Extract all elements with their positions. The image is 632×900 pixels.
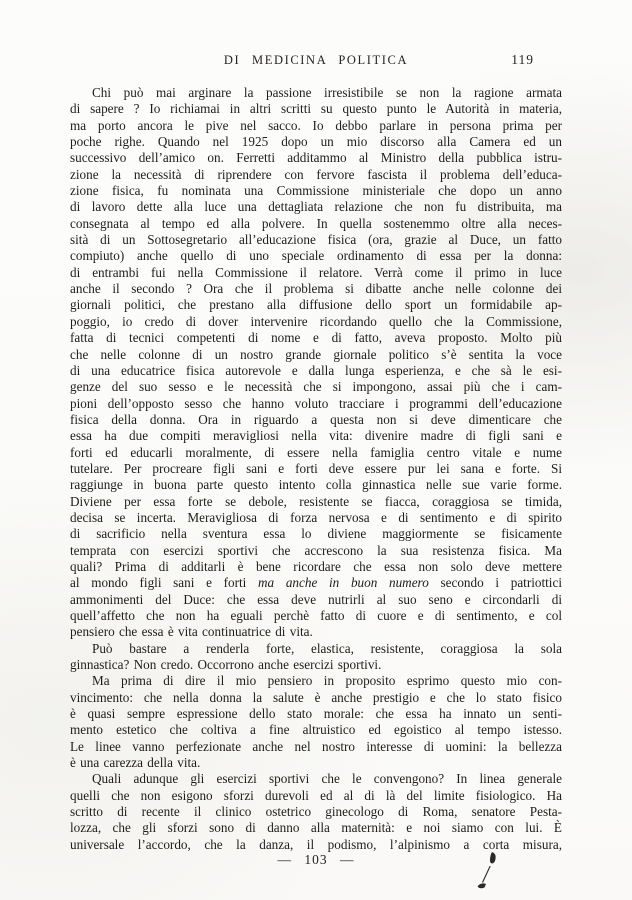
text-segment: che nelle colonne di un nostro grande giornale politico s’è sentita la voce: [70, 346, 562, 362]
text-segment: temprata con esercizi sportivi che accrescono la sua resistenza fisica. Ma: [70, 542, 562, 558]
text-line: [70, 461, 562, 477]
text-line: [70, 314, 562, 330]
text-line: [70, 477, 562, 493]
text-line: [70, 755, 562, 771]
text-segment: è una carezza della vita.: [70, 755, 201, 771]
text-segment: vincimento: che nella donna la salute è anche prestigio e che lo stato fisico: [70, 689, 562, 705]
text-segment: Ma prima di dire il mio pensiero in proposito esprimo questo mio con-: [92, 673, 562, 689]
text-line: [70, 657, 562, 673]
text-segment: al mondo figli sani e forti: [70, 575, 259, 591]
text-line: [70, 199, 562, 215]
page-number: 119: [511, 52, 534, 67]
text-line: [70, 706, 562, 722]
text-line: [70, 85, 562, 101]
text-segment: è quasi sempre espressione dello stato morale: che essa ha innato un senti-: [70, 706, 562, 722]
text-line: [70, 232, 562, 248]
text-line: [70, 281, 562, 297]
text-segment: decisa se incerta. Meravigliosa di forza nervosa e di sentimento e di spirito: [70, 509, 562, 525]
text-line: [70, 216, 562, 232]
text-segment: anche il secondo ? Ora che il problema si dibatte anche nelle colonne dei: [70, 281, 562, 297]
text-line: [70, 445, 562, 461]
text-segment: ginnastica? Non credo. Occorrono anche esercizi sportivi.: [70, 657, 382, 673]
text-segment: raggiunge in buona parte questo intento colla ginnastica nelle sue varie forme.: [70, 477, 562, 493]
text-segment: poggio, io credo di dover intervenire ricordando quello che la Commissione,: [70, 313, 562, 329]
text-segment: Può bastare a renderla forte, elastica, resistente, coraggiosa la sola: [92, 640, 562, 656]
text-line: [70, 428, 562, 444]
text-segment: compiuto) anche quello di uno speciale ordinamento di essa per la donna:: [70, 248, 562, 264]
text-line: [70, 820, 562, 836]
text-segment: consegnata al tempo ed alla polvere. In quella sostenemmo oltre alla neces-: [70, 215, 562, 231]
paragraph: [70, 771, 562, 853]
text-segment: di sapere ? Io richiamai in altri scritti su questo punto le Autorità in materia,: [70, 101, 562, 117]
text-segment: lozza, che gli sforzi sono di danno alla maternità: e noi siamo con lui. È: [70, 820, 562, 836]
text-line: [70, 739, 562, 755]
text-segment: di sacrificio nella sventura essa lo diviene maggiormente se fisicamente: [70, 526, 562, 542]
text-segment: di lavoro dette alla luce una dettagliata relazione che non fu distribuita, ma: [70, 199, 562, 215]
text-segment: di entrambi fui nella Commissione il relatore. Verrà come il primo in luce: [70, 264, 562, 280]
text-line: [70, 265, 562, 281]
text-line: [70, 347, 562, 363]
text-line: [70, 297, 562, 313]
text-segment: quell’affetto che non ha eguali perchè fatto di cuore e di sentimento, e col: [70, 608, 562, 623]
text-segment: Le linee vanno perfezionate anche nel nostro interesse di uomini: la bellezza: [70, 738, 562, 754]
running-head-title: DI MEDICINA POLITICA: [223, 53, 409, 67]
text-segment: zione fisica, fu nominata una Commissione ministeriale che dopo un anno: [70, 183, 562, 199]
text-segment: universale l’accordo, che la danza, il podismo, l’alpinismo a corta misura,: [70, 836, 562, 852]
text-line: [70, 379, 562, 395]
text-line: [70, 330, 562, 346]
text-segment: ammonimenti del Duce: che essa deve nutrirli al suo seno e circondarli di: [70, 591, 562, 607]
text-segment: pensiero che essa è vita continuatrice di vita.: [70, 624, 313, 640]
text-segment: poche righe. Quando nel 1925 dopo un mio discorso alla Camera ed un: [70, 134, 562, 150]
text-line: [70, 494, 562, 510]
text-line: [70, 248, 562, 264]
text-segment: essa ha due compiti meravigliosi nella vita: divenire madre di figli sani e: [70, 428, 562, 444]
text-line: [70, 641, 562, 657]
text-segment: tutelare. Per procreare figli sani e forti deve essere pur lei sana e forte. Si: [70, 460, 562, 476]
text-line: [70, 101, 562, 117]
text-segment: genze del suo sesso e le necessità che si impongono, assai più che i cam-: [70, 379, 562, 395]
text-line: [70, 543, 562, 559]
text-segment: Diviene per essa forte se debole, resistente se fiacca, coraggiosa se timida,: [70, 493, 562, 509]
text-line: [70, 804, 562, 820]
text-segment: giornali politici, che prestano alla diffusione dello sport un formidabile ap-: [70, 297, 562, 313]
text-segment: mento estetico che coltiva a fine altruistico ed egoistico al tempo istesso.: [70, 722, 562, 738]
paragraph: [70, 641, 562, 674]
text-line: [70, 150, 562, 166]
text-segment: secondo i patriottici: [428, 575, 562, 591]
text-line: [70, 592, 562, 608]
text-line: [70, 690, 562, 706]
text-line: [70, 510, 562, 526]
italic-text-segment: ma anche in buon numero: [258, 575, 429, 591]
text-segment: fatta di tecnici competenti di nome e di fatto, aveva proposto. Molto più: [70, 330, 562, 346]
text-segment: fisica della donna. Ora in riguardo a questa non si deve dimenticare che: [70, 411, 562, 427]
text-line: [70, 559, 562, 575]
text-line: [70, 608, 562, 624]
text-segment: pioni dell’opposto sesso che hanno voluto tracciare i programmi dell’educazione: [70, 395, 562, 411]
text-segment: scritto di recente il clinico ostetrico ginecologo di Roma, senatore Pesta-: [70, 804, 562, 820]
text-segment: quali? Prima di additarli è bene ricordare che essa non solo deve mettere: [70, 558, 562, 574]
text-line: [70, 673, 562, 689]
text-segment: sità di un Sottosegretario all’educazione fisica (ora, grazie al Duce, un fatto: [70, 232, 562, 248]
text-segment: Quali adunque gli esercizi sportivi che le convengono? In linea generale: [92, 771, 562, 787]
text-segment: successivo dell’amico on. Ferretti additammo al Ministro della pubblica istru-: [70, 150, 562, 166]
paragraph: [70, 673, 562, 771]
text-segment: Chi può mai arginare la passione irresistibile se non la ragione armata: [92, 85, 562, 100]
text-segment: ma porto ancora le pive nel sacco. Io debbo parlare in persona prima per: [70, 117, 562, 133]
text-line: [70, 134, 562, 150]
text-line: [70, 118, 562, 134]
text-line: [70, 788, 562, 804]
text-line: [70, 526, 562, 542]
text-line: [70, 771, 562, 787]
text-line: [70, 183, 562, 199]
text-line: [70, 722, 562, 738]
text-segment: zione la necessità di riprendere con fervore fascista il problema dell’educa-: [70, 166, 562, 182]
text-line: [70, 363, 562, 379]
text-line: [70, 575, 562, 591]
text-line: [70, 624, 562, 640]
text-segment: forti ed educarli moralmente, di essere nella famiglia centro vitale e nume: [70, 444, 562, 460]
ink-mark: [472, 848, 502, 896]
running-head: [70, 53, 562, 71]
paragraph: [70, 85, 562, 641]
page-body: [70, 85, 562, 853]
text-line: [70, 412, 562, 428]
text-line: [70, 167, 562, 183]
text-line: [70, 396, 562, 412]
footer-folio: — 103 —: [277, 852, 355, 867]
text-segment: di una educatrice fisica autorevole e dalla lunga esperienza, e che sà le esi-: [70, 362, 562, 378]
text-segment: quelli che non esigono sforzi durevoli ed al di là del limite fisiologico. Ha: [70, 787, 562, 803]
